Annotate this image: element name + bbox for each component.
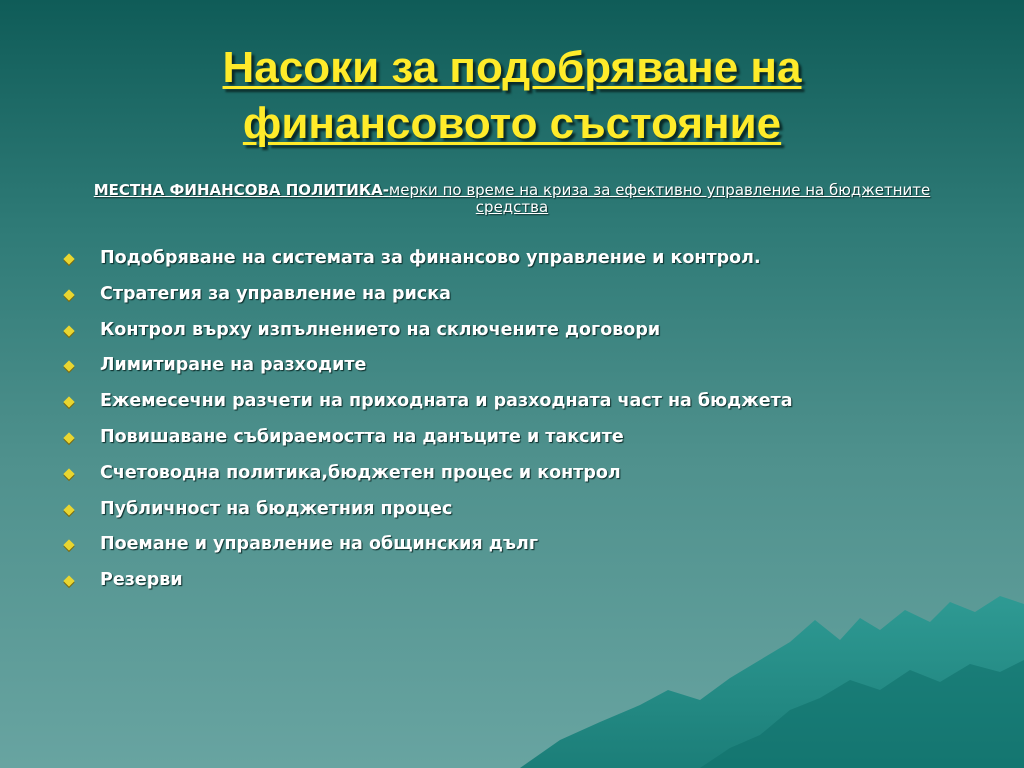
title-line-1: Насоки за подобряване на <box>222 43 802 92</box>
subtitle-heading: МЕСТНА ФИНАНСОВА ПОЛИТИКА- <box>93 181 389 199</box>
list-item <box>60 566 960 602</box>
list-item <box>60 423 960 459</box>
diamond-icon <box>63 253 74 264</box>
list-item-text: Стратегия за управление на риска <box>100 283 451 304</box>
list-item <box>60 530 960 566</box>
list-item <box>60 244 960 280</box>
diamond-icon <box>63 540 74 551</box>
bullet-list <box>60 244 960 602</box>
diamond-icon <box>63 432 74 443</box>
list-item-text: Лимитиране на разходите <box>100 355 367 376</box>
subtitle-text: мерки по време на криза за ефективно управление на бюджетните средства <box>388 181 931 216</box>
page-title <box>0 40 1024 152</box>
subtitle <box>60 182 964 216</box>
list-item <box>60 316 960 352</box>
list-item-text: Поемане и управление на общинския дълг <box>100 534 538 555</box>
list-item <box>60 280 960 316</box>
diamond-icon <box>63 468 74 479</box>
list-item-text: Счетоводна политика,бюджетен процес и контрол <box>100 462 621 483</box>
diamond-icon <box>63 289 74 300</box>
list-item <box>60 495 960 531</box>
list-item-text: Ежемесечни разчети на приходната и разходната част на бюджета <box>100 391 793 412</box>
diamond-icon <box>63 397 74 408</box>
diamond-icon <box>63 576 74 587</box>
list-item-text: Повишаване събираемостта на данъците и таксите <box>100 426 624 447</box>
diamond-icon <box>63 361 74 372</box>
title-line-2: финансовото състояние <box>242 99 782 148</box>
list-item <box>60 351 960 387</box>
list-item <box>60 459 960 495</box>
list-item-text: Подобряване на системата за финансово управление и контрол. <box>100 248 761 268</box>
list-item <box>60 387 960 423</box>
diamond-icon <box>63 325 74 336</box>
list-item-text: Резерви <box>100 570 183 591</box>
list-item-text: Контрол върху изпълнението на сключените договори <box>100 319 661 340</box>
list-item-text: Публичност на бюджетния процес <box>100 498 453 519</box>
diamond-icon <box>63 504 74 515</box>
